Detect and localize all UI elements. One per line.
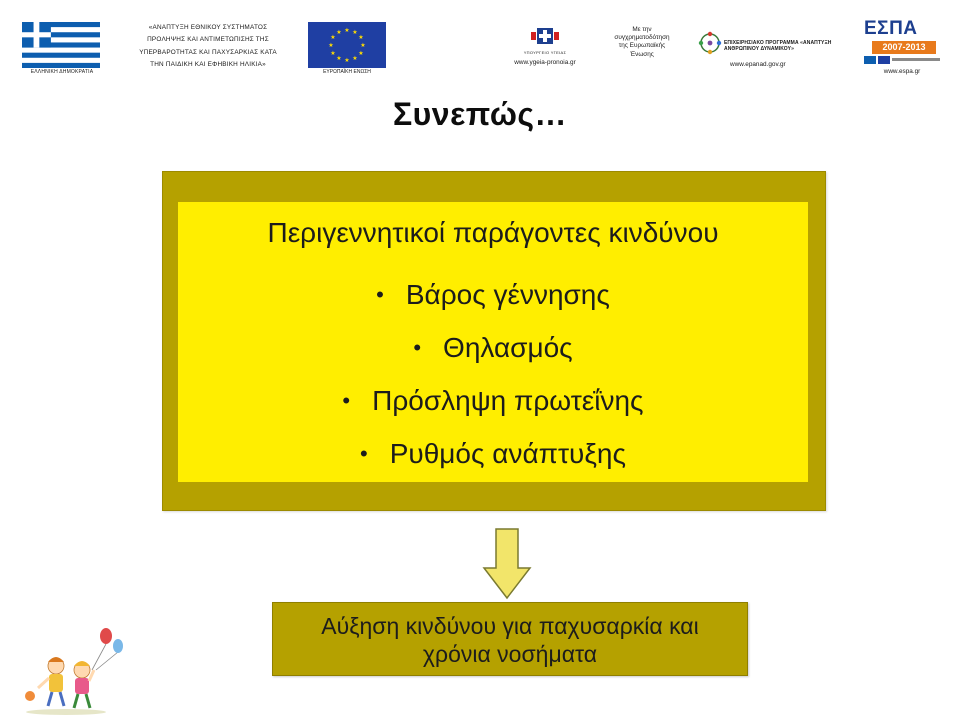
svg-text:★: ★ (352, 29, 358, 36)
risk-factors-heading: Περιγεννητικοί παράγοντες κινδύνου (267, 217, 719, 248)
cofinance-line: Ένωσης (630, 50, 654, 58)
operational-programme-url: www.epanad.gov.gr (730, 61, 786, 68)
ministry-caption: ΥΠΟΥΡΓΕΙΟ ΥΓΕΙΑΣ (523, 50, 567, 55)
program-title-line: «ΑΝΑΠΤΥΞΗ ΕΘΝΙΚΟΥ ΣΥΣΤΗΜΑΤΟΣ (148, 24, 268, 31)
down-arrow-icon (482, 528, 532, 600)
outcome-text (272, 612, 748, 668)
bullet-icon: • (376, 282, 384, 307)
svg-text:★: ★ (358, 34, 364, 41)
list-item-label: Πρόσληψη πρωτεΐνης (372, 385, 644, 416)
list-item-label: Βάρος γέννησης (405, 279, 610, 310)
eu-caption: ΕΥΡΩΠΑΪΚΗ ΕΝΩΣΗ (323, 69, 371, 75)
outcome-line: Αύξηση κινδύνου για παχυσαρκία και (321, 613, 699, 639)
espa-years: 2007-2013 (872, 41, 936, 54)
flag-caption: ΕΛΛΗΝΙΚΗ ΔΗΜΟΚΡΑΤΙΑ (30, 69, 94, 75)
cofinance-line: Με την (632, 26, 652, 33)
espa-flags-icon (864, 56, 940, 64)
cofinance-line: συγχρηματοδότηση (614, 34, 670, 42)
list-item (178, 429, 808, 482)
ministry-of-health-logo-icon (528, 26, 562, 52)
bullet-icon: • (413, 335, 422, 360)
eu-flag-icon (308, 22, 386, 68)
espa-name: ΕΣΠΑ (864, 18, 918, 39)
outcome-line: χρόνια νοσήματα (422, 641, 598, 667)
program-title-line: ΠΡΟΛΗΨΗΣ ΚΑΙ ΑΝΤΙΜΕΤΩΠΙΣΗΣ ΤΗΣ (147, 36, 269, 44)
espa-logo (862, 18, 942, 64)
program-title-line: ΥΠΕΡΒΑΡΟΤΗΤΑΣ ΚΑΙ ΠΑΧΥΣΑΡΚΙΑΣ ΚΑΤΑ (139, 48, 277, 56)
list-item (178, 323, 808, 376)
espa-url: www.espa.gr (883, 68, 921, 75)
program-title (118, 22, 298, 72)
cofinance-text (592, 26, 692, 59)
operational-programme-title: ΕΠΙΧΕΙΡΗΣΙΑΚΟ ΠΡΟΓΡΑΜΜΑ «ΑΝΑΠΤΥΞΗ ΑΝΘΡΩΠΙΝΟΥ ΔΥΝΑΜΙΚΟΥ» (724, 40, 832, 52)
cofinance-line: της Ευρωπαϊκής (618, 42, 666, 50)
svg-text:★: ★ (328, 42, 334, 49)
svg-text:★: ★ (360, 42, 366, 49)
svg-text:★: ★ (344, 57, 350, 64)
bullet-icon: • (342, 388, 351, 413)
greek-flag-icon (22, 22, 100, 68)
svg-text:★: ★ (330, 50, 336, 57)
program-title-line: ΤΗΝ ΠΑΙΔΙΚΗ ΚΑΙ ΕΦΗΒΙΚΗ ΗΛΙΚΙΑ» (150, 61, 266, 69)
svg-text:★: ★ (352, 55, 358, 62)
list-item-label: Θηλασμός (443, 332, 573, 363)
ministry-url: www.ygeia-pronoia.gr (514, 59, 576, 66)
risk-factors-list (178, 270, 808, 482)
list-item-label: Ρυθμός ανάπτυξης (389, 438, 626, 469)
list-item (178, 376, 808, 429)
svg-text:★: ★ (358, 50, 364, 57)
children-with-balloons-illustration (16, 626, 134, 718)
svg-text:★: ★ (344, 27, 350, 34)
svg-text:★: ★ (336, 29, 342, 36)
svg-text:★: ★ (336, 55, 342, 62)
svg-text:★: ★ (330, 34, 336, 41)
slide-title: Συνεπώς… (392, 96, 568, 132)
list-item (178, 270, 808, 323)
operational-programme-logo-icon (697, 30, 723, 56)
bullet-icon: • (360, 441, 368, 466)
